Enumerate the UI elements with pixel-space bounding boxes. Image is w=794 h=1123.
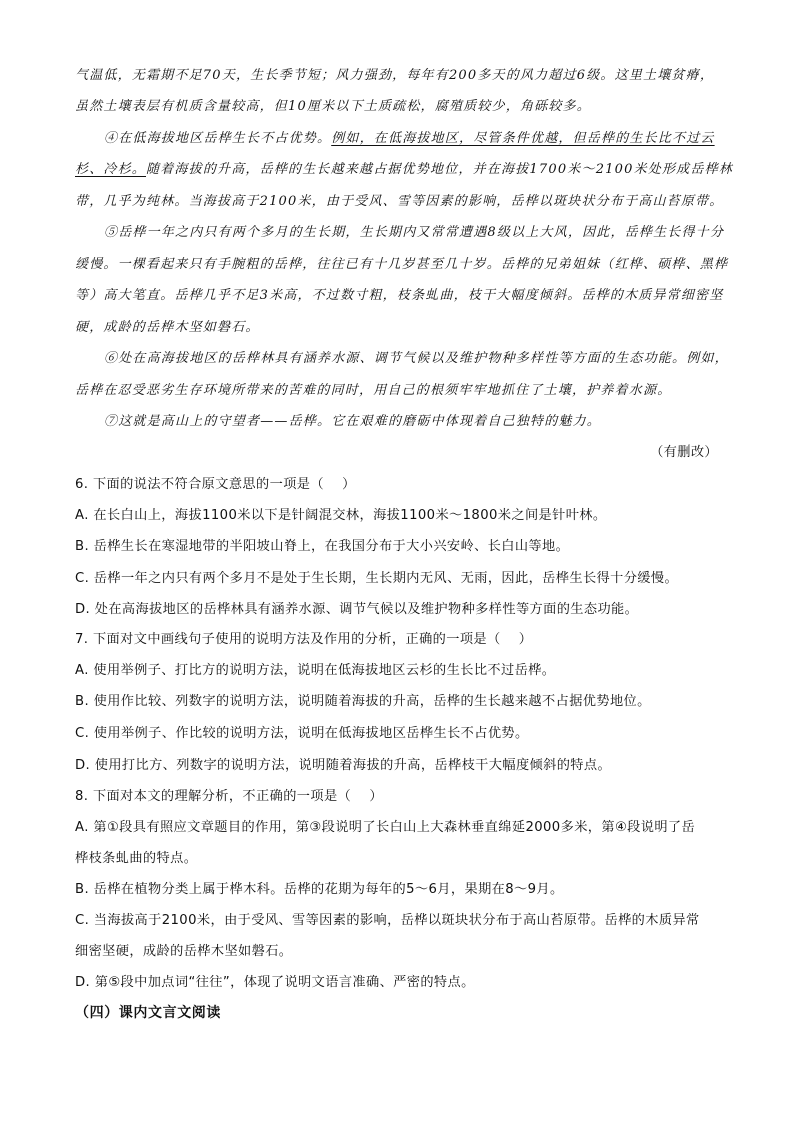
question-6-option-a: A. 在长白山上，海拔1100米以下是针阔混交林，海拔1100米～1800米之间是针叶林。: [75, 508, 607, 523]
question-8-option-d: D. 第⑤段中加点词“往往”，体现了说明文语言准确、严密的特点。: [75, 975, 475, 990]
question-7-option-a: A. 使用举例子、打比方的说明方法，说明在低海拔地区云杉的生长比不过岳桦。: [75, 663, 556, 678]
question-8-stem: 8. 下面对本文的理解分析，不正确的一项是（ ）: [75, 789, 383, 804]
section-heading: （四）课内文言文阅读: [75, 1005, 221, 1021]
passage-text: 随着海拔的升高，岳桦的生长越来越占据优势地位，并在海拔1700米～2100米处形成岳桦林: [146, 162, 733, 177]
source-note: （有删改）: [650, 445, 718, 460]
question-8-option-a-cont: 桦枝条虬曲的特点。: [75, 851, 198, 866]
question-7-option-d: D. 使用打比方、列数字的说明方法，说明随着海拔的升高，岳桦枝干大幅度倾斜的特点。: [75, 758, 612, 773]
question-6-option-d: D. 处在高海拔地区的岳桦林具有涵养水源、调节气候以及维护物种多样性等方面的生态功能。: [75, 602, 639, 617]
question-7-stem: 7. 下面对文中画线句子使用的说明方法及作用的分析，正确的一项是（ ）: [75, 632, 533, 647]
underlined-sentence: 例如，在低海拔地区，尽管条件优越，但岳桦的生长比不过云: [331, 131, 715, 146]
passage-paragraph-5: ⑤岳桦一年之内只有两个多月的生长期，生长期内又常常遭遇8级以上大风，因此，岳桦生长得十分: [104, 225, 725, 240]
passage-paragraph-6: ⑥处在高海拔地区的岳桦林具有涵养水源、调节气候以及维护物种多样性等方面的生态功能。例如，: [104, 351, 729, 366]
question-7-option-c: C. 使用举例子、作比较的说明方法，说明在低海拔地区岳桦生长不占优势。: [75, 726, 529, 741]
underlined-sentence: 杉、冷杉。: [75, 162, 147, 177]
passage-line: 虽然土壤表层有机质含量较高，但10厘米以下土质疏松，腐殖质较少，角砾较多。: [75, 99, 591, 114]
passage-paragraph-4: [104, 129, 720, 149]
passage-line: 缓慢。一棵看起来只有手腕粗的岳桦，往往已有十几岁甚至几十岁。岳桦的兄弟姐妹（红桦、硕桦、黑桦: [75, 257, 729, 272]
passage-line: 气温低，无霜期不足70天，生长季节短；风力强劲，每年有200多天的风力超过6级。这里土壤贫瘠，: [75, 68, 715, 83]
question-8-option-c-cont: 细密坚硬，成龄的岳桦木坚如磐石。: [75, 944, 293, 959]
passage-line: [75, 160, 733, 180]
question-6-stem: 6. 下面的说法不符合原文意思的一项是（ ）: [75, 477, 356, 492]
question-8-option-c: C. 当海拔高于2100米，由于受风、雪等因素的影响，岳桦以斑块状分布于高山苔原带。岳桦的木质异常: [75, 913, 700, 928]
passage-paragraph-7: ⑦这就是高山上的守望者——岳桦。它在艰难的磨砺中体现着自己独特的魅力。: [104, 414, 602, 429]
passage-line: 等）高大笔直。岳桦几乎不足3米高，不过数寸粗，枝条虬曲，枝干大幅度倾斜。岳桦的木质异常细密坚: [75, 288, 724, 303]
passage-line: 硬，成龄的岳桦木坚如磐石。: [75, 320, 260, 335]
question-8-option-b: B. 岳桦在植物分类上属于桦木科。岳桦的花期为每年的5～6月，果期在8～9月。: [75, 882, 564, 897]
passage-text: ④在低海拔地区岳桦生长不占优势。: [104, 131, 332, 146]
question-8-option-a: A. 第①段具有照应文章题目的作用，第③段说明了长白山上大森林垂直绵延2000多米，第④段说明了岳: [75, 820, 696, 835]
question-7-option-b: B. 使用作比较、列数字的说明方法，说明随着海拔的升高，岳桦的生长越来越不占据优势地位。: [75, 694, 651, 709]
passage-line: 岳桦在忍受恶劣生存环境所带来的苦难的同时，用自己的根须牢牢地抓住了土壤，护养着水源。: [75, 383, 672, 398]
passage-line: 带，几乎为纯林。当海拔高于2100米，由于受风、雪等因素的影响，岳桦以斑块状分布于高山苔原带。: [75, 194, 724, 209]
question-6-option-b: B. 岳桦生长在寒湿地带的半阳坡山脊上，在我国分布于大小兴安岭、长白山等地。: [75, 539, 570, 554]
question-6-option-c: C. 岳桦一年之内只有两个多月不是处于生长期，生长期内无风、无雨，因此，岳桦生长得十分缓慢。: [75, 571, 679, 586]
